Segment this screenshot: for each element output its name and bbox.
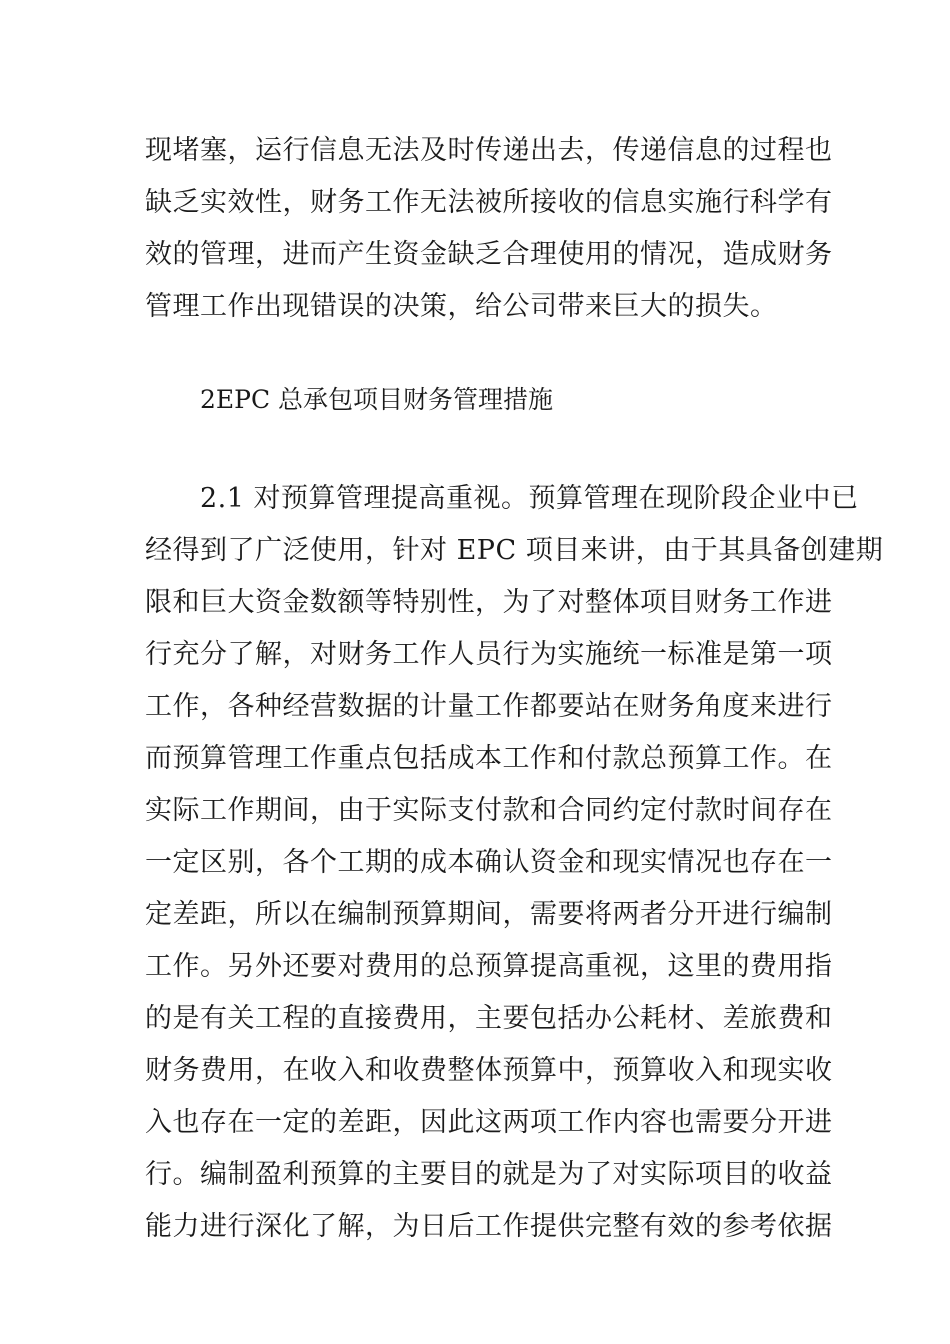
paragraph-line: 而预算管理工作重点包括成本工作和付款总预算工作。在 (145, 743, 833, 774)
paragraph-line: 行。编制盈利预算的主要目的就是为了对实际项目的收益 (145, 1159, 833, 1190)
paragraph-line: 定差距，所以在编制预算期间，需要将两者分开进行编制 (145, 899, 833, 930)
paragraph-line: 工作。另外还要对费用的总预算提高重视，这里的费用指 (145, 951, 833, 982)
paragraph-line: 入也存在一定的差距，因此这两项工作内容也需要分开进 (145, 1107, 833, 1138)
paragraph-line: 限和巨大资金数额等特别性，为了对整体项目财务工作进 (145, 587, 833, 618)
paragraph-line: 现堵塞，运行信息无法及时传递出去，传递信息的过程也 (145, 135, 833, 166)
paragraph-line: 经得到了广泛使用，针对 EPC 项目来讲，由于其具备创建期 (145, 535, 884, 566)
paragraph-line: 实际工作期间，由于实际支付款和合同约定付款时间存在 (145, 795, 833, 826)
paragraph-line: 效的管理，进而产生资金缺乏合理使用的情况，造成财务 (145, 239, 833, 270)
paragraph-line: 管理工作出现错误的决策，给公司带来巨大的损失。 (145, 291, 778, 322)
section-heading: 2EPC 总承包项目财务管理措施 (200, 385, 554, 414)
paragraph-line: 一定区别，各个工期的成本确认资金和现实情况也存在一 (145, 847, 833, 878)
paragraph-line: 能力进行深化了解，为日后工作提供完整有效的参考依据 (145, 1211, 833, 1242)
paragraph-line: 的是有关工程的直接费用，主要包括办公耗材、差旅费和 (145, 1003, 833, 1034)
paragraph-line: 缺乏实效性，财务工作无法被所接收的信息实施行科学有 (145, 187, 833, 218)
paragraph-line: 财务费用，在收入和收费整体预算中，预算收入和现实收 (145, 1055, 833, 1086)
paragraph-line: 工作，各种经营数据的计量工作都要站在财务角度来进行 (145, 691, 833, 722)
paragraph-line: 行充分了解，对财务工作人员行为实施统一标准是第一项 (145, 639, 833, 670)
paragraph-line: 2.1 对预算管理提高重视。预算管理在现阶段企业中已 (200, 483, 859, 514)
